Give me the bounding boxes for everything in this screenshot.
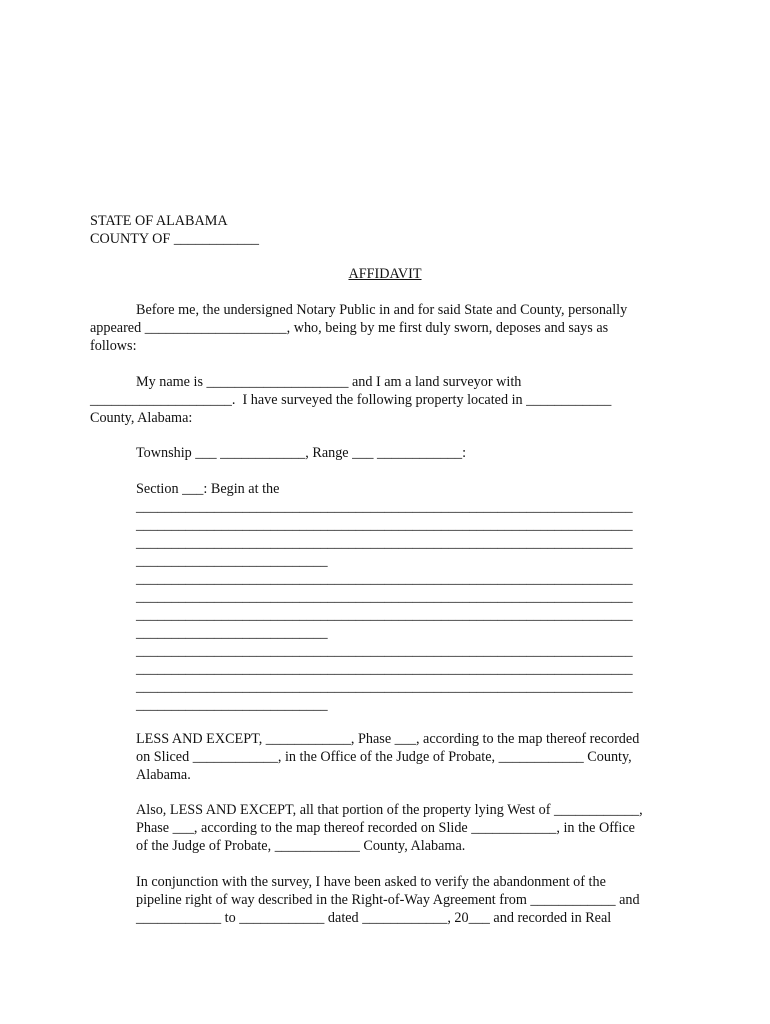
blank-line: ______________________________________________________________________: [136, 661, 633, 677]
also-less-line-2: Phase ___, according to the map thereof recorded on Slide ____________, in the Office: [136, 820, 635, 836]
township-line: Township ___ ____________, Range ___ ____________:: [136, 445, 467, 461]
intro-line-2: appeared ____________________, who, being by me first duly sworn, deposes and says as: [90, 320, 609, 336]
state-heading: STATE OF ALABAMA: [90, 213, 228, 229]
blank-line: ______________________________________________________________________: [136, 607, 633, 623]
less-except-line-2: on Sliced ____________, in the Office of the Judge of Probate, ____________ County,: [136, 749, 632, 765]
name-line-2: ____________________. I have surveyed the following property located in ____________: [90, 392, 612, 408]
section-line: Section ___: Begin at the: [136, 481, 280, 497]
blank-line: ______________________________________________________________________: [136, 589, 633, 605]
blank-line: ______________________________________________________________________: [136, 679, 633, 695]
blank-line-short: ___________________________: [136, 697, 328, 713]
intro-line-1: Before me, the undersigned Notary Public in and for said State and County, personally: [136, 302, 628, 318]
blank-line: ______________________________________________________________________: [136, 535, 633, 551]
also-less-line-1: Also, LESS AND EXCEPT, all that portion of the property lying West of ____________,: [136, 802, 643, 818]
blank-line: ______________________________________________________________________: [136, 571, 633, 587]
document-title: AFFIDAVIT: [348, 266, 422, 282]
less-except-line-3: Alabama.: [136, 767, 191, 783]
blank-line-short: ___________________________: [136, 625, 328, 641]
conjunction-line-1: In conjunction with the survey, I have been asked to verify the abandonment of the: [136, 874, 606, 890]
blank-line: ______________________________________________________________________: [136, 499, 633, 515]
less-except-line-1: LESS AND EXCEPT, ____________, Phase ___, according to the map thereof recorded: [136, 731, 640, 747]
blank-line: ______________________________________________________________________: [136, 517, 633, 533]
conjunction-line-2: pipeline right of way described in the Right-of-Way Agreement from ____________ and: [136, 892, 640, 908]
intro-line-3: follows:: [90, 338, 137, 354]
conjunction-line-3: ____________ to ____________ dated ____________, 20___ and recorded in Real: [136, 910, 612, 926]
blank-line: ______________________________________________________________________: [136, 643, 633, 659]
name-line-3: County, Alabama:: [90, 410, 193, 426]
name-line-1: My name is ____________________ and I am a land surveyor with: [136, 374, 522, 390]
county-heading: COUNTY OF ____________: [90, 231, 259, 247]
also-less-line-3: of the Judge of Probate, ____________ County, Alabama.: [136, 838, 466, 854]
blank-line-short: ___________________________: [136, 553, 328, 569]
